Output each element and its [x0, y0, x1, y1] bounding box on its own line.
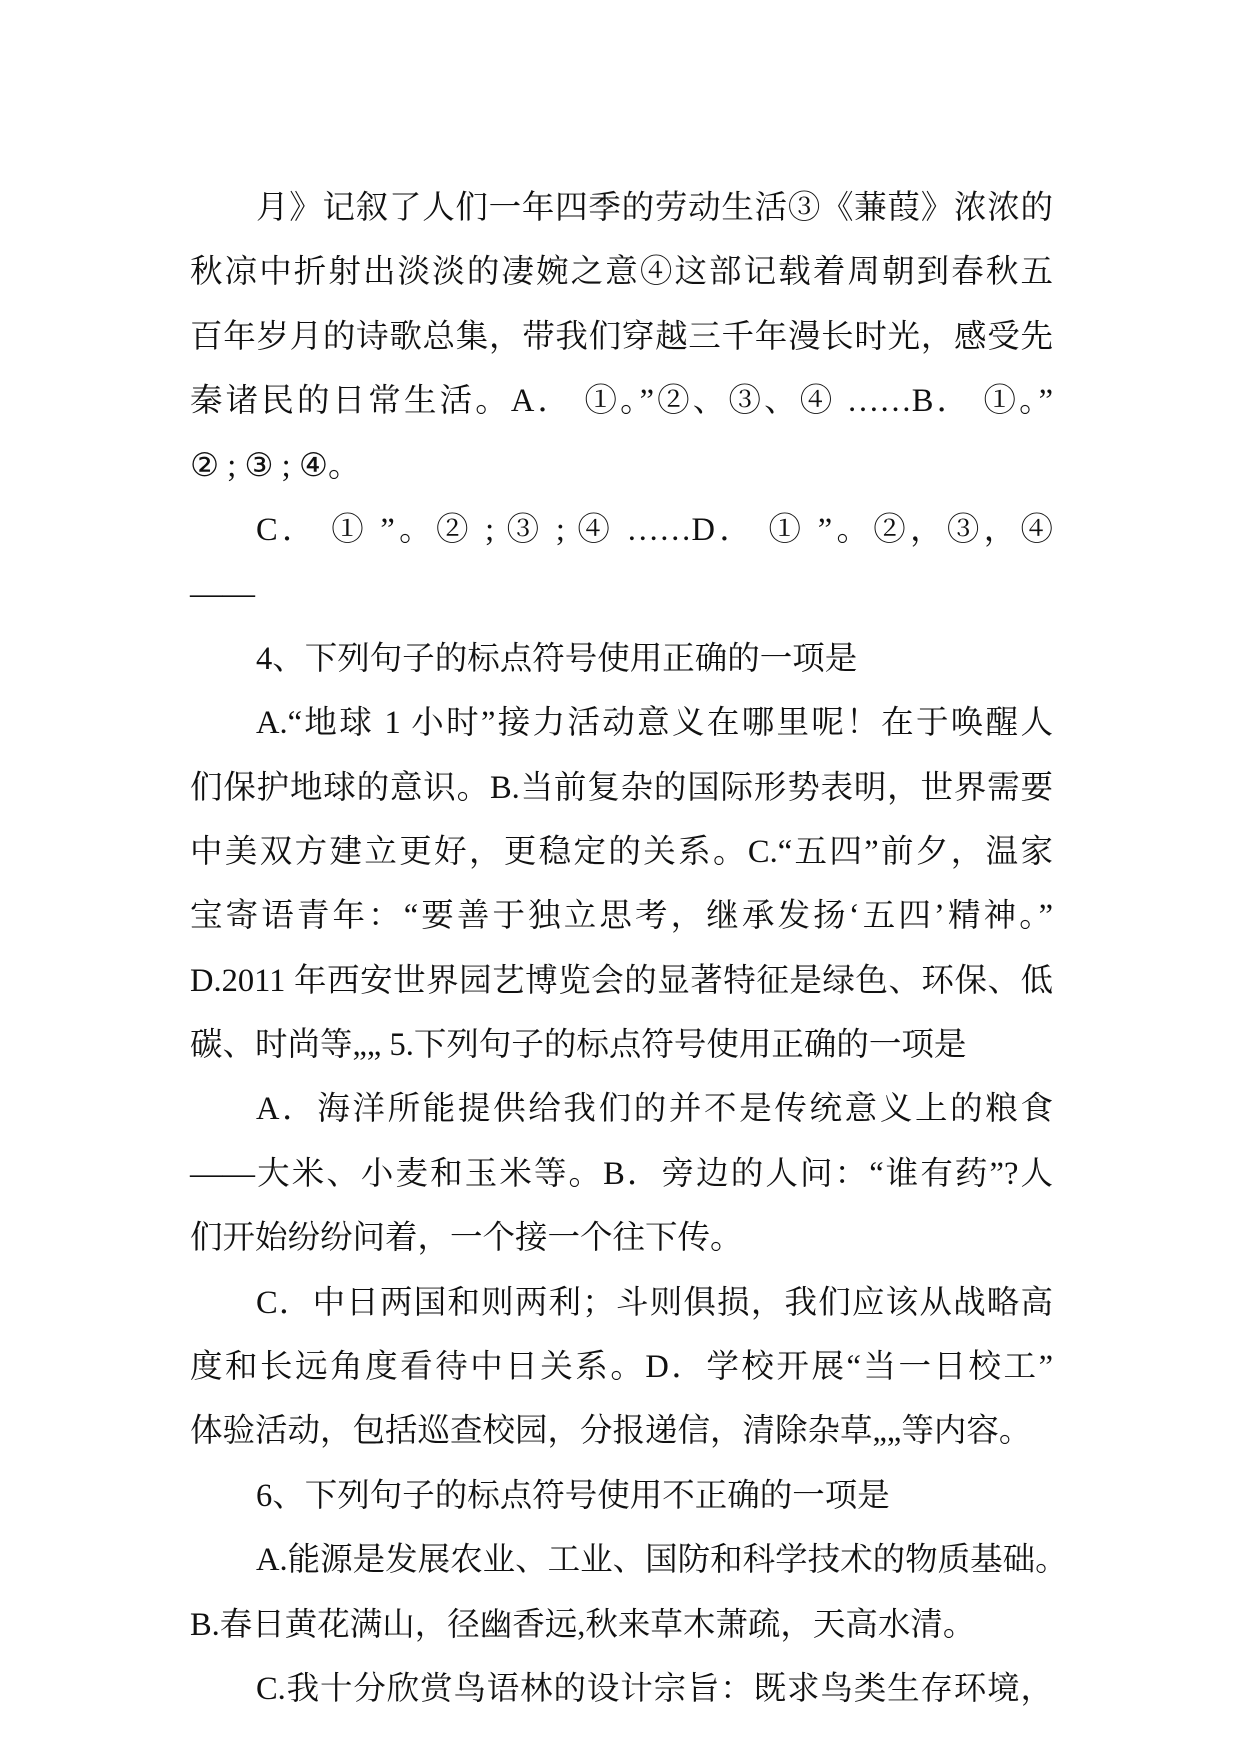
- text-line: A.能源是发展农业、工业、国防和科学技术的物质基础。: [256, 1542, 1068, 1579]
- text-line: 体验活动，包括巡查校园，分报递信，清除杂草„„等内容。: [190, 1413, 1032, 1450]
- text-line: 秦诸民的日常生活。A． ①。”②、③、④ ……B． ①。”: [190, 383, 1053, 420]
- text-line: 宝寄语青年：“要善于独立思考，继承发扬‘五四’精神。”: [190, 898, 1053, 935]
- text-line: B.春日黄花满山，径幽香远,秋来草木萧疏，天高水清。: [190, 1606, 976, 1643]
- text-line: 碳、时尚等„„ 5.下列句子的标点符号使用正确的一项是: [190, 1027, 967, 1064]
- text-line: C． ① ”。② ; ③ ; ④ ……D． ① ”。②，③，④: [256, 511, 1053, 548]
- question-6-prompt: 6、下列句子的标点符号使用不正确的一项是: [256, 1477, 890, 1514]
- text-line: 们开始纷纷问着，一个接一个往下传。: [190, 1220, 743, 1257]
- document-body: [190, 176, 1068, 1721]
- text-line: ——: [190, 576, 255, 613]
- text-line: 秋凉中折射出淡淡的凄婉之意④这部记载着周朝到春秋五: [190, 254, 1053, 291]
- text-line: 度和长远角度看待中日关系。D．学校开展“当一日校工”: [190, 1349, 1053, 1386]
- text-line: 中美双方建立更好，更稳定的关系。C.“五四”前夕，温家: [190, 833, 1053, 870]
- text-line: A.“地球 1 小时”接力活动意义在哪里呢！在于唤醒人: [256, 705, 1053, 742]
- text-line: C．中日两国和则两利；斗则俱损，我们应该从战略高: [256, 1284, 1053, 1321]
- text-line: D.2011 年西安世界园艺博览会的显著特征是绿色、环保、低: [190, 962, 1053, 999]
- text-line: A．海洋所能提供给我们的并不是传统意义上的粮食: [256, 1091, 1053, 1128]
- text-line: 月》记叙了人们一年四季的劳动生活③《蒹葭》浓浓的: [256, 190, 1053, 226]
- text-line: 们保护地球的意识。B.当前复杂的国际形势表明，世界需要: [190, 769, 1053, 806]
- text-line: ——大米、小麦和玉米等。B．旁边的人问：“谁有药”?人: [190, 1155, 1053, 1192]
- text-line: 百年岁月的诗歌总集，带我们穿越三千年漫长时光，感受先: [190, 318, 1053, 355]
- text-line: C.我十分欣赏鸟语林的设计宗旨：既求鸟类生存环境，: [256, 1670, 1053, 1707]
- text-line: ② ; ③ ; ④。: [190, 447, 361, 484]
- question-4-prompt: 4、下列句子的标点符号使用正确的一项是: [256, 640, 858, 677]
